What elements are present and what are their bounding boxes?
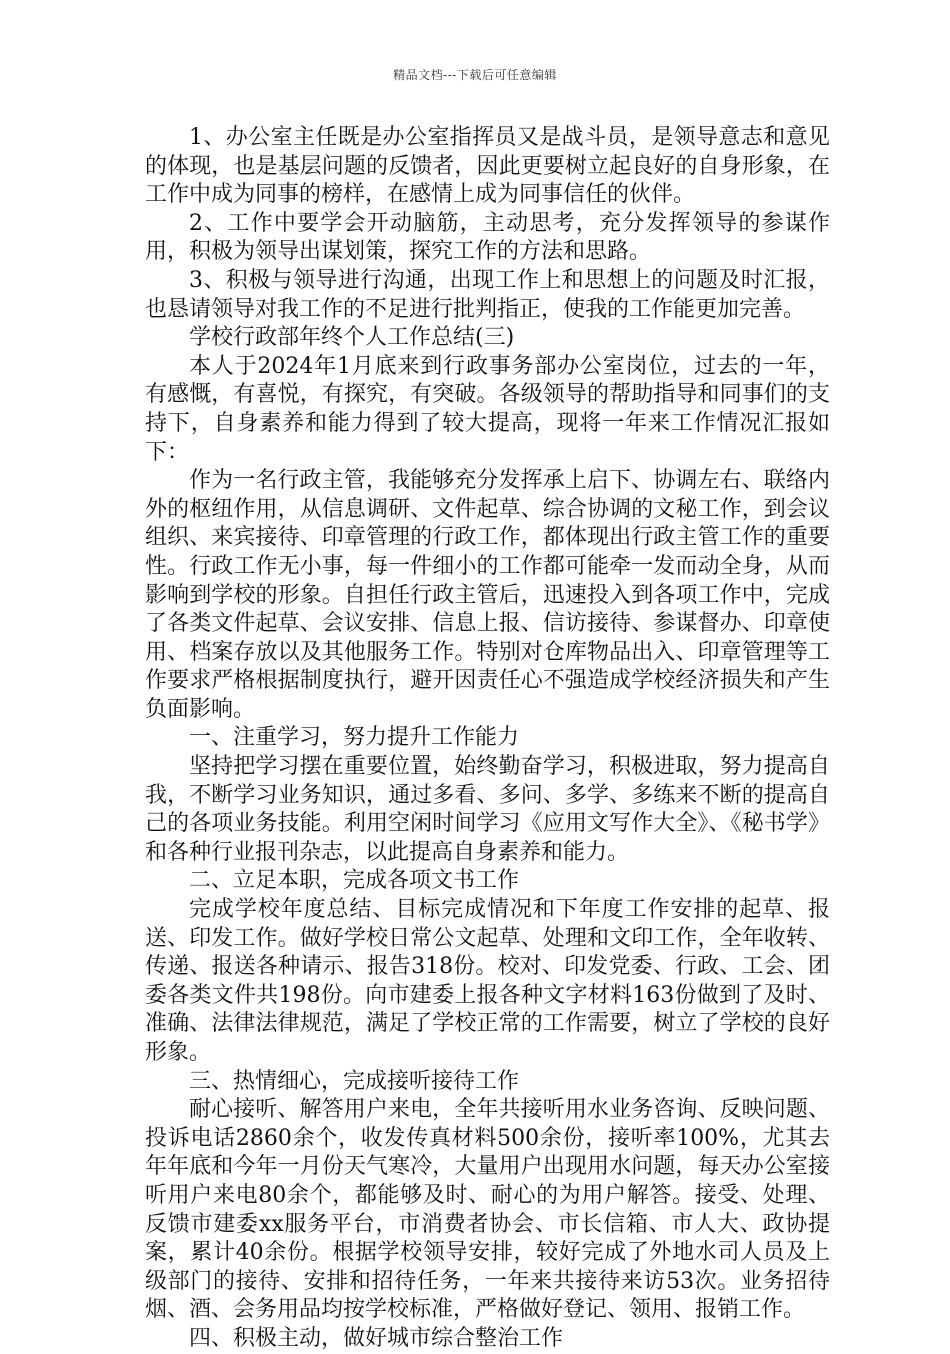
heading-city-rectification: 四、积极主动，做好城市综合整治工作 bbox=[189, 1325, 564, 1351]
role-paragraph: 作为一名行政主管，我能够充分发挥承上启下、协调左右、联络内外的枢纽作用，从信息调研、文件起草、综合协调的文秘工作，到会议组织、来宾接待、印章管理的行政工作，都体现出行政主管工作的重要性。行政工作无小事，每一件细小的工作都可能牵一发而动全身，从而影响到学校的形象。自担任行政主管后，迅速投入到各项工作中，完成了各类文件起草、会议安排、信息上报、信访接待、参谋督办、印章使用、档案存放以及其他服务工作。特别对仓库物品出入、印章管理等工作要求严格根据制度执行，避开因责任心不强造成学校经济损失和产生负面影响。 bbox=[145, 468, 830, 722]
document-body bbox=[145, 124, 830, 1354]
study-paragraph: 坚持把学习摆在重要位置，始终勤奋学习，积极进取，努力提高自我，不断学习业务知识，通过多看、多问、多学、多练来不断的提高自己的各项业务技能。利用空闲时间学习《应用文写作大全》、《秘书学》和各种行业报刊杂志，以此提高自身素养和能力。 bbox=[145, 754, 830, 865]
documents-paragraph: 完成学校年度总结、目标完成情况和下年度工作安排的起草、报送、印发工作。做好学校日常公文起草、处理和文印工作，全年收转、传递、报送各种请示、报告318份。校对、印发党委、行政、工会、团委各类文件共198份。向市建委上报各种文字材料163份做到了及时、准确、法律法律规范，满足了学校正常的工作需要，树立了学校的良好形象。 bbox=[145, 897, 830, 1065]
paragraph-item-2: 2、工作中要学会开动脑筋，主动思考，充分发挥领导的参谋作用，积极为领导出谋划策，探究工作的方法和思路。 bbox=[145, 210, 830, 265]
heading-study: 一、注重学习，努力提升工作能力 bbox=[189, 725, 520, 751]
paragraph-item-3: 3、积极与领导进行沟通，出现工作上和思想上的问题及时汇报，也恳请领导对我工作的不足进行批判指正，使我的工作能更加完善。 bbox=[145, 267, 830, 322]
reception-paragraph: 耐心接听、解答用户来电，全年共接听用水业务咨询、反映问题、投诉电话2860余个，收发传真材料500余份，接听率100%，尤其去年年底和今年一月份天气寒冷，大量用户出现用水问题，每天办公室接听用户来电80余个，都能够及时、耐心的为用户解答。接受、处理、反馈市建委xx服务平台，市消费者协会、市长信箱、市人大、政协提案，累计40余份。根据学校领导安排，较好完成了外地水司人员及上级部门的接待、安排和招待任务，一年来共接待来访53次。业务招待烟、酒、会务用品均按学校标准，严格做好登记、领用、报销工作。 bbox=[145, 1097, 830, 1323]
heading-reception: 三、热情细心，完成接听接待工作 bbox=[189, 1068, 520, 1094]
page-header: 精品文档---下载后可任意编辑 bbox=[393, 68, 557, 82]
intro-paragraph: 本人于2024年1月底来到行政事务部办公室岗位，过去的一年，有感慨，有喜悦，有探究，有突破。各级领导的帮助指导和同事们的支持下，自身素养和能力得到了较大提高，现将一年来工作情况汇报如下： bbox=[145, 353, 830, 465]
section-title: 学校行政部年终个人工作总结(三) bbox=[189, 325, 515, 351]
paragraph-item-1: 1、办公室主任既是办公室指挥员又是战斗员，是领导意志和意见的体现，也是基层问题的反馈者，因此更要树立起良好的自身形象，在工作中成为同事的榜样，在感情上成为同事信任的伙伴。 bbox=[145, 125, 830, 208]
heading-documents: 二、立足本职，完成各项文书工作 bbox=[189, 868, 520, 894]
